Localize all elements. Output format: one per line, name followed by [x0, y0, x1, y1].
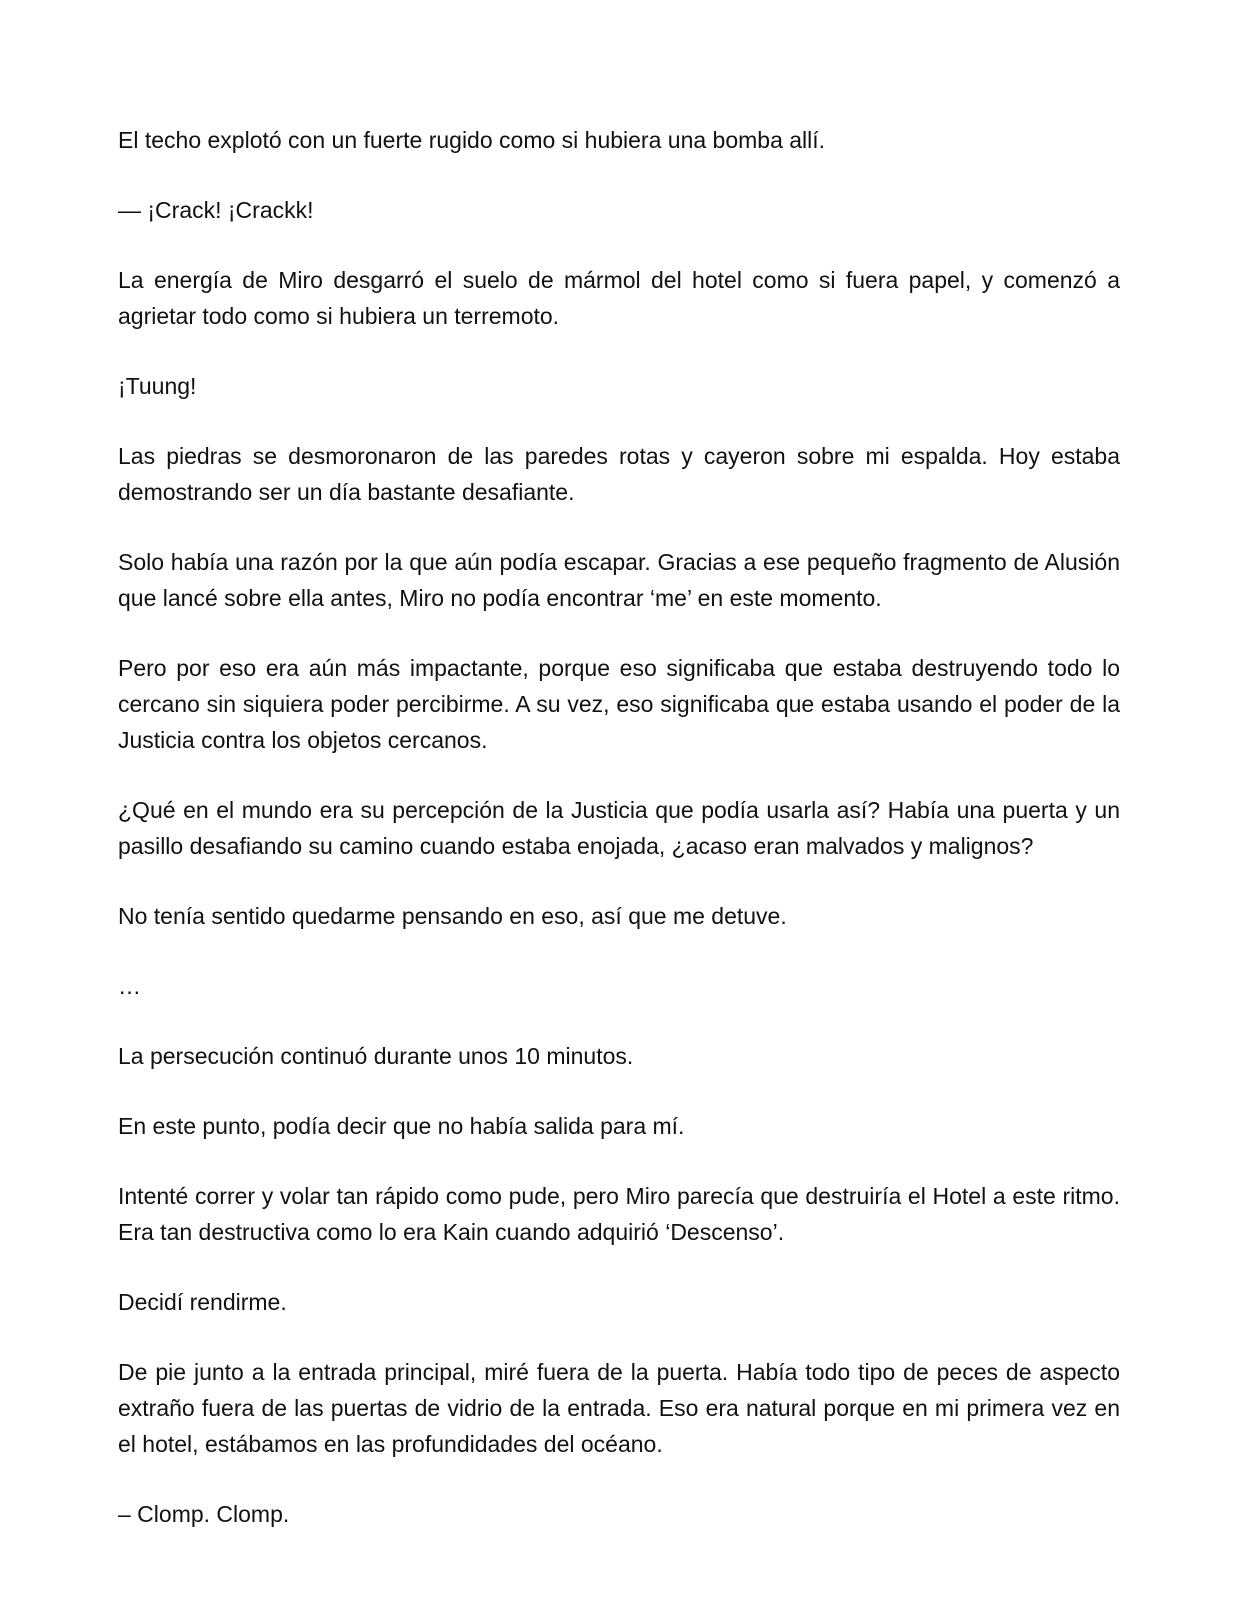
paragraph-13: Intenté correr y volar tan rápido como pude, pero Miro parecía que destruiría el Hotel a este ritmo. Era tan destructiva como lo era Kain cuando adquirió ‘Descenso’.	[118, 1183, 1120, 1245]
paragraph-7: Pero por eso era aún más impactante, porque eso significaba que estaba destruyendo todo lo cercano sin siquiera poder percibirme. A su vez, eso significaba que estaba usando el poder de la Justicia contra los objetos cercanos.	[118, 655, 1120, 753]
document-body	[118, 122, 1120, 1566]
paragraph-10: …	[118, 973, 141, 999]
paragraph-5: Las piedras se desmoronaron de las paredes rotas y cayeron sobre mi espalda. Hoy estaba demostrando ser un día bastante desafiante.	[118, 443, 1120, 505]
paragraph-8: ¿Qué en el mundo era su percepción de la Justicia que podía usarla así? Había una puerta y un pasillo desafiando su camino cuando estaba enojada, ¿acaso eran malvados y malignos?	[118, 797, 1120, 859]
paragraph-4: ¡Tuung!	[118, 373, 197, 399]
paragraph-6: Solo había una razón por la que aún podía escapar. Gracias a ese pequeño fragmento de Alusión que lancé sobre ella antes, Miro no podía encontrar ‘me’ en este momento.	[118, 549, 1120, 611]
paragraph-9: No tenía sentido quedarme pensando en eso, así que me detuve.	[118, 903, 787, 929]
paragraph-16: – Clomp. Clomp.	[118, 1501, 290, 1527]
paragraph-14: Decidí rendirme.	[118, 1289, 287, 1315]
paragraph-2: — ¡Crack! ¡Crackk!	[118, 197, 314, 223]
paragraph-11: La persecución continuó durante unos 10 minutos.	[118, 1043, 634, 1069]
paragraph-12: En este punto, podía decir que no había salida para mí.	[118, 1113, 685, 1139]
paragraph-3: La energía de Miro desgarró el suelo de mármol del hotel como si fuera papel, y comenzó a agrietar todo como si hubiera un terremoto.	[118, 267, 1120, 329]
paragraph-1: El techo explotó con un fuerte rugido como si hubiera una bomba allí.	[118, 127, 826, 153]
paragraph-15: De pie junto a la entrada principal, miré fuera de la puerta. Había todo tipo de peces de aspecto extraño fuera de las puertas de vidrio de la entrada. Eso era natural porque en mi primera vez en el hotel, estábamos en las profundidades del océano.	[118, 1359, 1120, 1457]
